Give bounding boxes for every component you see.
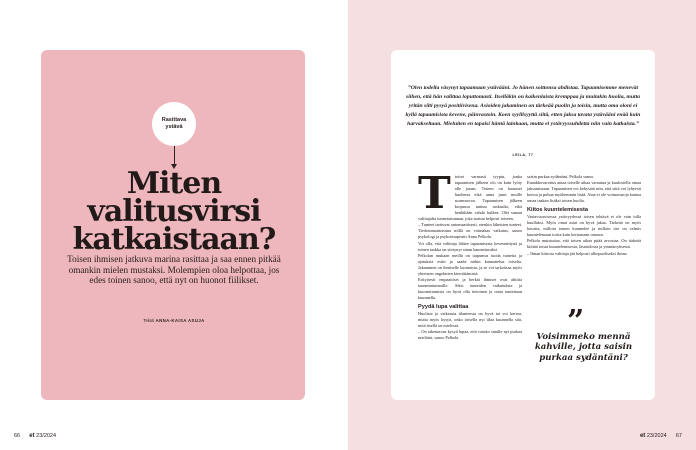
badge-line2: ystävä: [165, 124, 183, 130]
quote-mark-icon: ”: [567, 304, 585, 339]
drop-cap: T: [418, 168, 451, 219]
body-paragraph: – Tunteet tarttuvat automaattisesti, etenkin läheisten tunteet. Tiedostamattomina niillä on voimakas vaikutus, sanoo psykologi ja psykoterapeutti Anna Pelkola.: [418, 222, 522, 240]
badge-line1: Rasittava: [161, 117, 187, 123]
article-lead: Toisen ihmisen jatkuva marina rasittaa ja saa ennen pitkää omankin mielen mustaksi. Molempien oloa helpottaa, jos edes toinen sanoo, että nyt on huonot fiilikset.: [67, 254, 281, 286]
headline-line2: valitusvirsi: [87, 194, 261, 229]
page-number-right: 67: [675, 433, 682, 439]
body-paragraph: Ennakkovaroitus antaa toiselle aikaa varautua ja kuulostella omaa jaksamistaan. Tapaamisen voi kehystää niin, että siitä voi lyhyesti kertoa ja puhua myöhemmin lisää. Aina ei ole voimavaroja kantaa omaa taakan lisäksi toisen huolia.: [527, 180, 641, 204]
article-headline: [56, 166, 292, 257]
body-column-2: [527, 174, 641, 257]
body-paragraph: – On rakentavaa kysyä lupaa, että voinko sinulle nyt purkaa mieltäni, sanoo Pelkola.: [418, 329, 522, 341]
folio-right: [640, 433, 682, 439]
headline-line3: katkaistaan?: [72, 222, 276, 257]
body-paragraph: Pelkola muistuttaa, että toisen aikaa pitää arvostaa. On tärkeää kiittää toista kuuntelemisesta, läsnäolosta ja ymmärryksestä.: [527, 238, 641, 250]
subheading-1: Pyydä lupa valittaa: [418, 303, 469, 310]
quote-author: LEILA, 77: [512, 153, 534, 157]
byline: [0, 318, 348, 323]
byline-author: ANNA-KAISA ASUJA: [155, 318, 205, 323]
folio-left: [14, 433, 56, 439]
page-number-left: 66: [14, 433, 21, 439]
subheading-2: Kiitos kuuntelemisesta: [527, 207, 588, 214]
issue-right: 23/2024: [646, 433, 667, 439]
section-badge: [152, 102, 196, 146]
body-text: toiset varmasti tyypin, jonka tapaamisen jälkeen olo on kuin lyöty alle junan. Toinen on kaaraset huolensa eikä anna juuri muille suunvuoroa. Tapaamisen jälkeen kropassa tuntuu raskaalta, eikä henkikään vahdu kulkea. Olet saanut valittajalta tunnetartunnan, joka tarttuu helposti toiseen.: [418, 174, 522, 222]
reader-letter-quote: ”Olen todella väsynyt tapaamaan ystävääni. Jo hänen soittonsa ahdistaa. Tapaamisemme menevät siihen, että hän valittaa loputtomasti. Itselläkin on kaikenlaista kremppaa ja muitakin huolia, mutta yritän silti pysyä positiivisena. Asioiden jakaminen on tärkeää puolin ja toisin, mutta oma oloni ei kyllä tapaamisista kevene, päinvastoin. Koen syyllisyyttä siitä, etten jaksa tavata ystävääni enää kuin harvakseltaan. Mieluiten en tapaisi häntä lainkaan, mutta ei ystävyyssuhdetta niin vain katkaista.”: [405, 85, 641, 127]
body-paragraph: [418, 168, 522, 222]
badge-arrow-line: [174, 146, 175, 166]
body-column-1: [418, 168, 522, 341]
byline-prefix: Teksti: [143, 318, 155, 323]
headline-line1: Miten: [126, 166, 222, 201]
magazine-logo-left: et: [29, 433, 35, 439]
body-paragraph: Huolista ja vaikeasta tilanteesta on hyvä tai voi kertoa, mutta myös kysyä, onko toisella nyt tilaa kuunnella sitä, mitä itsellä on mielessä.: [418, 310, 522, 329]
body-paragraph: Pelkolan mukaan meillä on taipumus tuoda tunteita ja ajatuksia esiin ja saada niihin kannattelua toiselta. Jakaminen on ihmiselle luontaista, ja se voi tarkoittaa myös yhteisten ongelmien kierrättämistä.: [418, 252, 522, 276]
magazine-logo-right: et: [639, 433, 646, 439]
body-paragraph: Voi olla, että valittaja lähtee tapaamisesta kevennettynä ja toinen taakka on siirtynyt sinun kannettavaksi.: [418, 240, 522, 252]
body-paragraph: saisin purkaa sydäntäni, Pelkola sanoo.: [527, 174, 595, 179]
body-paragraph: Vastavuoroisessa ystävyydessä toisen tehtävä ei ole vain tulla kuulluksi. Myös omat asiat on hyvä jakaa. Tärkeää on myös havaita, milloin toinen kuuntelee ja milloin itse on valmis kuuntelemaan toista kuin kertomaan omasta.: [527, 214, 641, 238]
pull-quote: Voisimmeko mennä kahville, jotta saisin purkaa sydäntäni?: [534, 332, 633, 363]
body-paragraph: – Ilman kiitosta valittaja jää helposti ulkopuoliseksi ilman: [527, 250, 627, 256]
issue-left: 23/2024: [36, 433, 57, 439]
body-paragraph: Erityisesti empaattiset ja herkät ihmiset ovat alttiita tunnetartunnoille. Siksi tunteiden vaikutuksia ja kuormittumista on hyvä olla tietoinen ja omia tunteitaan kuunnella.: [418, 276, 522, 300]
